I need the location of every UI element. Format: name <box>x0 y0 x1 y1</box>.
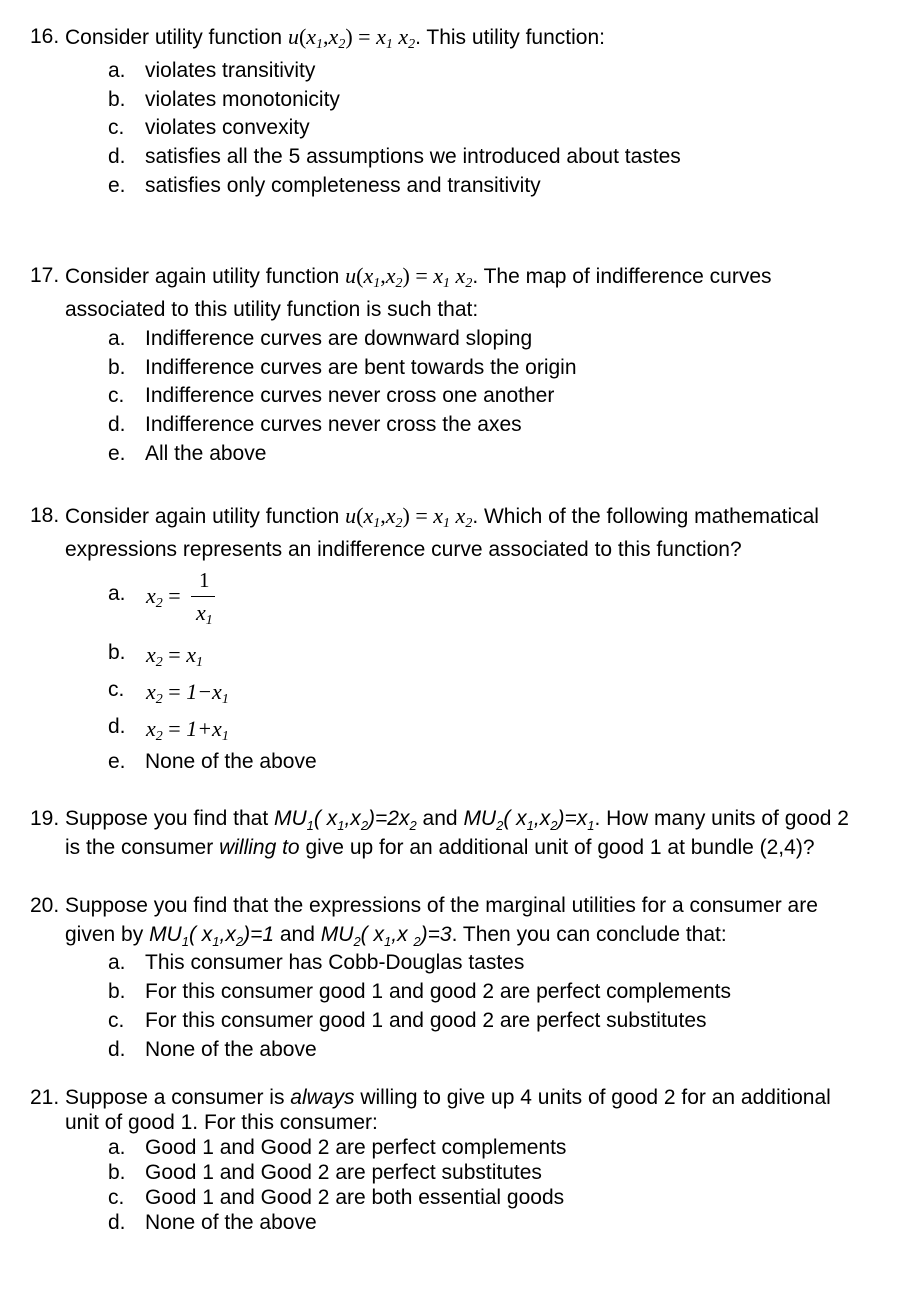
option-letter: a. <box>108 951 126 974</box>
option-letter: c. <box>108 1009 125 1032</box>
utility-formula: u(x1,x2) = x1 x2 <box>287 24 416 52</box>
question-20-line2: given by $MU_1$( $x_1,x_2)=1$ and $MU_2$( $x_1,x$ $_2$)=3. Then you can conclude that: <box>65 923 727 949</box>
question-20-line1: Suppose you find that the expressions of the marginal utilities for a consumer are <box>65 894 818 917</box>
option-letter: e. <box>108 174 126 197</box>
fraction-denominator: x1 <box>196 600 213 628</box>
question-16-stem-lead: Consider utility function <box>65 26 283 49</box>
option-text: For this consumer good 1 and good 2 are perfect complements <box>145 980 731 1003</box>
option-letter: b. <box>108 1161 126 1184</box>
option-letter: c. <box>108 1186 125 1209</box>
option-text: This consumer has Cobb-Douglas tastes <box>145 951 525 974</box>
option-letter: d. <box>108 1211 126 1234</box>
option-letter: b. <box>108 356 126 379</box>
option-letter: d. <box>108 413 126 436</box>
utility-formula: u(x1,x2) = x1 x2 <box>345 503 473 531</box>
question-21-line1: Suppose a consumer is always willing to give up 4 units of good 2 for an additional <box>65 1086 831 1109</box>
option-letter: e. <box>108 442 126 465</box>
question-16-number: 16. <box>30 25 60 48</box>
option-text: violates convexity <box>145 116 310 139</box>
option-text: All the above <box>145 442 267 465</box>
question-18-number: 18. <box>30 504 60 527</box>
question-18-stem-lead: Consider again utility function <box>65 505 340 528</box>
question-17-stem-line2: associated to this utility function is such that: <box>65 298 479 321</box>
fraction-numerator: 1 <box>199 568 210 592</box>
option-letter: b. <box>108 641 126 664</box>
question-19-line2: is the consumer willing to give up for an additional unit of good 1 at bundle (2,4)? <box>65 836 815 859</box>
option-text: Indifference curves are bent towards the origin <box>145 356 577 379</box>
equation-b: x2 = x1 <box>146 642 203 670</box>
option-text: Good 1 and Good 2 are both essential goods <box>145 1186 565 1209</box>
question-17-number: 17. <box>30 264 60 287</box>
option-letter: c. <box>108 384 125 407</box>
option-text: Indifference curves never cross the axes <box>145 413 522 436</box>
option-text: None of the above <box>145 750 317 773</box>
option-text: violates monotonicity <box>145 88 340 111</box>
question-21-number: 21. <box>30 1086 60 1109</box>
option-text: violates transitivity <box>145 59 316 82</box>
question-20-number: 20. <box>30 894 60 917</box>
question-21-line2: unit of good 1. For this consumer: <box>65 1111 378 1134</box>
question-18-stem-tail: . Which of the following mathematical <box>472 505 819 528</box>
option-letter: a. <box>108 59 126 82</box>
option-text: None of the above <box>145 1038 317 1061</box>
option-letter: b. <box>108 88 126 111</box>
option-letter: d. <box>108 715 126 738</box>
fraction-bar <box>191 596 215 597</box>
question-16-stem-tail: . This utility function: <box>415 26 605 49</box>
question-19-number: 19. <box>30 807 60 830</box>
option-text: Good 1 and Good 2 are perfect substitutes <box>145 1161 542 1184</box>
option-letter: b. <box>108 980 126 1003</box>
option-text: Indifference curves are downward sloping <box>145 327 533 350</box>
option-letter: a. <box>108 582 126 605</box>
question-16-stem <box>65 24 605 52</box>
utility-formula: u(x1,x2) = x1 x2 <box>345 263 473 291</box>
option-text: Good 1 and Good 2 are perfect complements <box>145 1136 567 1159</box>
question-17-stem-lead: Consider again utility function <box>65 265 340 288</box>
option-text: For this consumer good 1 and good 2 are perfect substitutes <box>145 1009 707 1032</box>
option-letter: d. <box>108 1038 126 1061</box>
option-letter: d. <box>108 145 126 168</box>
option-letter: a. <box>108 1136 126 1159</box>
question-18-stem-line2: expressions represents an indifference curve associated to this function? <box>65 538 742 561</box>
equation-d: x2 = 1+x1 <box>146 716 229 744</box>
option-letter: c. <box>108 678 125 701</box>
option-text: Indifference curves never cross one another <box>145 384 555 407</box>
option-letter: c. <box>108 116 125 139</box>
equation-a-lhs: x2 = <box>146 583 181 611</box>
option-text: None of the above <box>145 1211 317 1234</box>
question-17-stem-tail: . The map of indifference curves <box>472 265 772 288</box>
question-17-stem <box>65 263 772 291</box>
option-text: satisfies all the 5 assumptions we introduced about tastes <box>145 145 681 168</box>
question-18-stem <box>65 503 819 531</box>
equation-c: x2 = 1−x1 <box>146 679 229 707</box>
question-19-line1: Suppose you find that $MU_1$( $x_1,x_2)=2x_2$ and $MU_2$( $x_1,x_2)=x_1$. How many units of good 2 <box>65 807 849 833</box>
option-letter: a. <box>108 327 126 350</box>
option-letter: e. <box>108 750 126 773</box>
option-text: satisfies only completeness and transitivity <box>145 174 541 197</box>
